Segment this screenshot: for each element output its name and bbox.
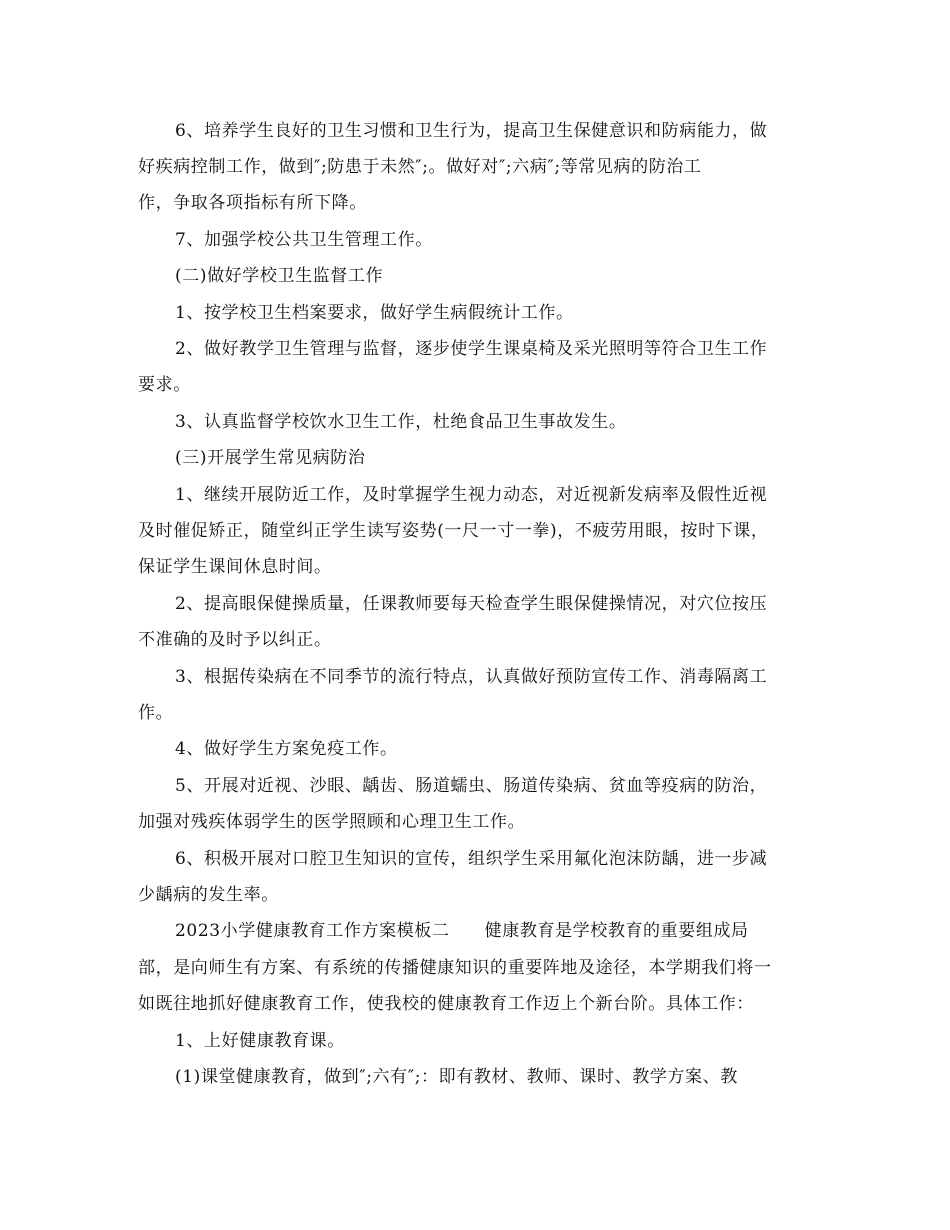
paragraph-line: 部，是向师生有方案、有系统的传播健康知识的重要阵地及途径，本学期我们将一 (138, 958, 772, 978)
paragraph-line: 作，争取各项指标有所下降。 (138, 193, 367, 213)
paragraph-line: 好疾病控制工作，做到″;防患于未然″;。做好对″;六病″;等常见病的防治工 (138, 157, 702, 177)
paragraph-line: 6、积极开展对口腔卫生知识的宣传，组织学生采用氟化泡沫防龋，进一步减 (175, 849, 768, 869)
paragraph-line: 加强对残疾体弱学生的医学照顾和心理卫生工作。 (138, 812, 526, 832)
paragraph-line: 6、培养学生良好的卫生习惯和卫生行为，提高卫生保健意识和防病能力，做 (175, 121, 768, 141)
paragraph-line: 少龋病的发生率。 (138, 885, 279, 905)
section-heading: (二)做好学校卫生监督工作 (175, 266, 384, 286)
paragraph-line: (1)课堂健康教育，做到″;六有″;：即有教材、教师、课时、教学方案、教 (175, 1067, 738, 1087)
paragraph-line: 保证学生课间休息时间。 (138, 557, 332, 577)
paragraph-line: 7、加强学校公共卫生管理工作。 (175, 230, 433, 250)
paragraph-line: 2、做好教学卫生管理与监督，逐步使学生课桌椅及采光照明等符合卫生工作 (175, 339, 768, 359)
paragraph-line: 5、开展对近视、沙眼、龋齿、肠道蠕虫、肠道传染病、贫血等疫病的防治， (175, 776, 768, 796)
paragraph-line: 1、继续开展防近工作，及时掌握学生视力动态，对近视新发病率及假性近视 (175, 485, 768, 505)
paragraph-line: 4、做好学生方案免疫工作。 (175, 739, 398, 759)
paragraph-line: 及时催促矫正，随堂纠正学生读写姿势(一尺一寸一拳)，不疲劳用眼，按时下课， (138, 521, 769, 541)
paragraph-line: 如既往地抓好健康教育工作，使我校的健康教育工作迈上个新台阶。具体工作： (138, 994, 754, 1014)
paragraph-line: 不准确的及时予以纠正。 (138, 630, 332, 650)
paragraph-line: 2、提高眼保健操质量，任课教师要每天检查学生眼保健操情况，对穴位按压 (175, 594, 768, 614)
paragraph-line: 3、认真监督学校饮水卫生工作，杜绝食品卫生事故发生。 (175, 412, 627, 432)
section-heading: (三)开展学生常见病防治 (175, 448, 366, 468)
paragraph-line: 1、上好健康教育课。 (175, 1031, 345, 1051)
paragraph-line: 要求。 (138, 375, 191, 395)
paragraph-line: 作。 (138, 703, 174, 723)
paragraph-line: 2023小学健康教育工作方案模板二 健康教育是学校教育的重要组成局 (175, 921, 749, 941)
paragraph-line: 3、根据传染病在不同季节的流行特点，认真做好预防宣传工作、消毒隔离工 (175, 667, 768, 687)
paragraph-line: 1、按学校卫生档案要求，做好学生病假统计工作。 (175, 303, 574, 323)
